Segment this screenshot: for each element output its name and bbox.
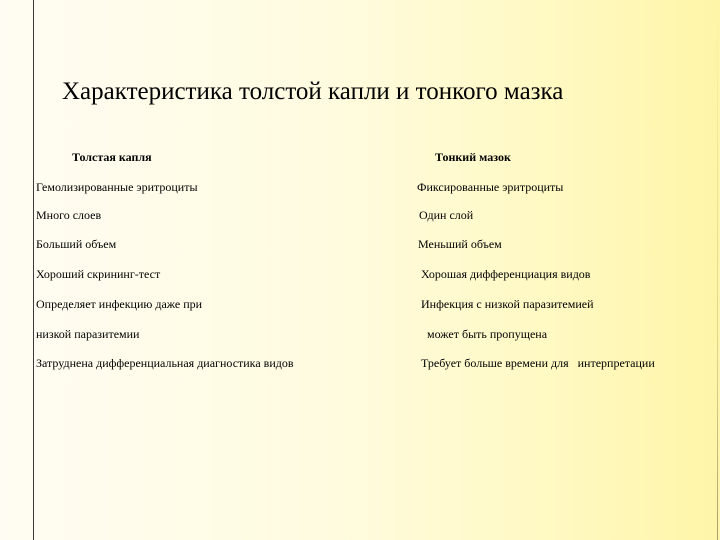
left-border-line xyxy=(33,0,34,540)
row-2-right: Один слой xyxy=(419,208,474,222)
row-7-right: Требует больше времени для интерпретации xyxy=(421,356,655,370)
row-5-left: Определяет инфекцию даже при xyxy=(36,297,203,311)
right-border-shadow xyxy=(717,0,718,540)
column-header-thin-smear: Тонкий мазок xyxy=(435,150,511,164)
row-4-right: Хорошая дифференциация видов xyxy=(421,267,591,281)
row-6-right: может быть пропущена xyxy=(427,327,548,341)
row-3-right: Меньший объем xyxy=(418,237,502,251)
row-3-left: Больший объем xyxy=(36,237,117,251)
row-4-left: Хороший скрининг-тест xyxy=(36,267,161,281)
row-5-right: Инфекция с низкой паразитемией xyxy=(421,297,594,311)
row-1-left: Гемолизированные эритроциты xyxy=(36,180,198,194)
row-1-right: Фиксированные эритроциты xyxy=(417,180,564,194)
row-7-left: Затруднена дифференциальная диагностика видов xyxy=(36,356,294,370)
row-2-left: Много слоев xyxy=(36,208,102,222)
row-6-left: низкой паразитемии xyxy=(36,327,140,341)
column-header-thick-drop: Толстая капля xyxy=(72,150,152,164)
slide-title: Характеристика толстой капли и тонкого мазка xyxy=(62,78,564,105)
